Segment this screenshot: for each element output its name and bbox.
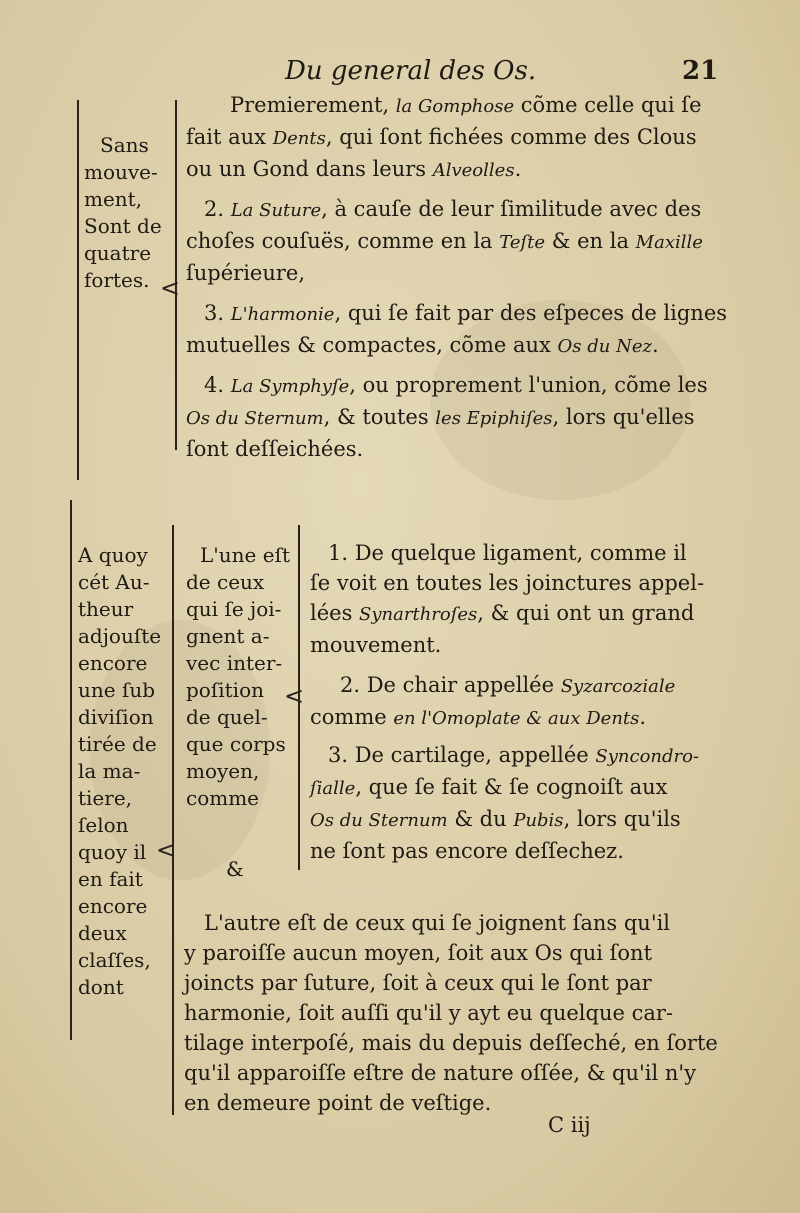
item-suture: 2. La Suture, à cauſe de leur ſimilitude avec des choſes couſuës, comme en la Teſte & en la Maxille ſupérieure, [186,197,703,285]
bracket-line [172,525,174,1115]
brace-mark: < [284,682,305,710]
section2-mid-label: L'une eſt de ceux qui ſe joi- gnent a- vec inter- poſition de quel- que corps moyen, comme [186,543,291,810]
other-class-paragraph: L'autre eſt de ceux qui ſe joignent ſans qu'il y paroiſſe aucun moyen, ſoit aux Os qui ſont joincts par ſuture, ſoit à ceux qui le ſont par harmonie, ſoit auſſi qu'il y ayt eu quelque car- tilage interpoſé, mais du depuis deſſeché, en ſorte qu'il apparoiſſe eſtre de nature oſſée, & qu'il n'y en demeure point de veſtige. [184,911,718,1115]
page-number: 21 [682,56,719,86]
section2-left-label: A quoy cét Au- theur adjouſte encore une ſub diviſion tirée de la ma- tiere, ſelon quoy il en fait encore deux claſſes, dont [78,543,162,999]
signature-mark: C iij [548,1113,591,1137]
item-symphyse: 4. La Symphyſe, ou proprement l'union, cõme les Os du Sternum, & toutes les Epiphiſes, lors qu'elles ſont deſſeichées. [186,373,708,461]
margin-rule [77,100,79,480]
running-title: Du general des Os. [285,56,537,86]
ampersand: & [226,857,244,881]
sub-chair: 2. De chair appellée Syzarcoziale comme en l'Omoplate & aux Dents. [310,673,676,729]
item-gomphose: Premierement, la Gomphose cõme celle qui ſe fait aux Dents, qui ſont fichées comme des Clous ou un Gond dans leurs Alveolles. [186,93,702,181]
margin-rule [70,500,72,1040]
sub-cartilage: 3. De cartilage, appellée Syncondro- ſialle, que ſe fait & ſe cognoiſt aux Os du Sternum & du Pubis, lors qu'ils ne ſont pas encore deſſechez. [310,743,700,863]
item-harmonie: 3. L'harmonie, qui ſe fait par des eſpeces de lignes mutuelles & compactes, cõme aux Os du Nez. [186,301,728,357]
sub-ligament: 1. De quelque ligament, comme il ſe voit en toutes les joinctures appel- lées Synarthroſes, & qui ont un grand mouvement. [310,541,705,657]
brace-mark: < [156,836,177,864]
section1-label: Sans mouve- ment, Sont de quatre fortes. [84,133,162,292]
brace-mark: < [160,274,181,302]
